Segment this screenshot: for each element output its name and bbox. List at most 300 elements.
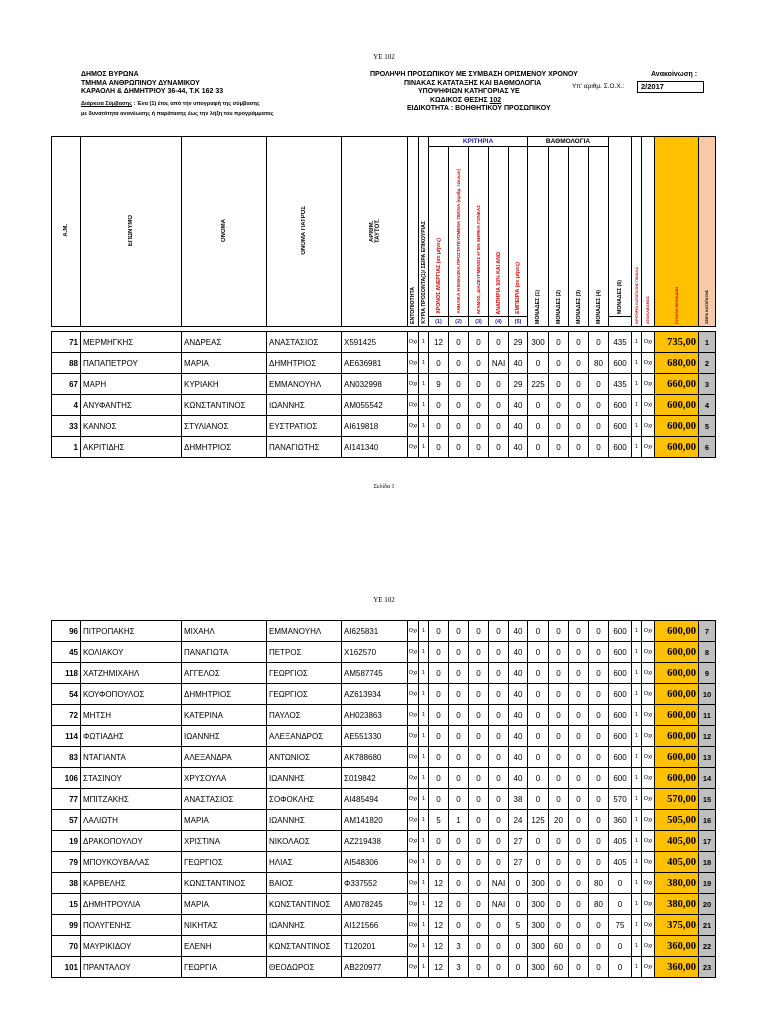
table-row	[52, 437, 716, 458]
cell-m2: 0	[549, 789, 569, 810]
cell-ky: 1	[419, 684, 429, 705]
cell-m4: 0	[589, 810, 609, 831]
cell-m4: 0	[589, 747, 609, 768]
cell-sum: 660,00	[655, 374, 699, 395]
cell-surname: ΜΕΡΜΗΓΚΗΣ	[81, 332, 182, 353]
cell-m4: 0	[589, 621, 609, 642]
cell-ap: Οχι	[642, 810, 655, 831]
cell-m3: 0	[569, 915, 589, 936]
col-m6: ΜΟΝΑΔΕΣ (6)	[609, 137, 632, 317]
cell-sum: 600,00	[655, 705, 699, 726]
col-crit3: ΑΓΑΜΟΣ, ΔΙΑΖΕΥΓΜΕΝΟΣ Η' ΕΝ ΧΗΡΕΙΑ ΓΟΝΕΑΣ	[469, 147, 489, 317]
cell-c2: 0	[449, 894, 469, 915]
cell-ap: Οχι	[642, 374, 655, 395]
cell-m3: 0	[569, 705, 589, 726]
cell-m6: 435	[609, 374, 632, 395]
cell-m1: 0	[528, 416, 549, 437]
cell-kr: 1	[632, 810, 642, 831]
cell-surname: ΔΗΜΗΤΡΟΥΛΙΑ	[81, 894, 182, 915]
cell-kr: 1	[632, 395, 642, 416]
cell-c5: 40	[509, 353, 528, 374]
cell-m1: 300	[528, 894, 549, 915]
cell-sum: 600,00	[655, 395, 699, 416]
cell-father: ΚΩΝΣΤΑΝΤΙΝΟΣ	[267, 894, 342, 915]
cell-c5: 40	[509, 621, 528, 642]
cell-m3: 0	[569, 810, 589, 831]
cell-c5: 0	[509, 873, 528, 894]
cell-ky: 1	[419, 810, 429, 831]
cell-ap: Οχι	[642, 416, 655, 437]
cell-m2: 0	[549, 642, 569, 663]
cell-rank: 8	[699, 642, 716, 663]
cell-c2: 0	[449, 831, 469, 852]
org-line-2: ΤΜΗΜΑ ΑΝΘΡΩΠΙΝΟΥ ΔΥΝΑΜΙΚΟΥ	[81, 79, 200, 87]
cell-c4: 0	[489, 684, 509, 705]
cell-m6: 0	[609, 894, 632, 915]
cell-c4: ΝΑΙ	[489, 353, 509, 374]
cell-kr: 1	[632, 642, 642, 663]
cell-m1: 0	[528, 642, 549, 663]
cell-am: 71	[52, 332, 81, 353]
cell-ky: 1	[419, 332, 429, 353]
cell-rank: 23	[699, 957, 716, 978]
cell-sum: 600,00	[655, 416, 699, 437]
cell-surname: ΚΟΛΙΑΚΟΥ	[81, 642, 182, 663]
cell-m2: 60	[549, 957, 569, 978]
cell-m6: 600	[609, 663, 632, 684]
cell-c1: 12	[429, 957, 449, 978]
cell-m6: 0	[609, 873, 632, 894]
cell-c5: 40	[509, 768, 528, 789]
cell-name: ΚΩΝΣΤΑΝΤΙΝΟΣ	[182, 395, 267, 416]
cell-c2: 0	[449, 852, 469, 873]
soch-label: Υπ' αριθμ. Σ.Ο.Χ.:	[572, 83, 625, 90]
cell-id: ΑΖ219438	[342, 831, 408, 852]
table-row	[52, 894, 716, 915]
cell-c1: 0	[429, 768, 449, 789]
table-row	[52, 726, 716, 747]
cell-ky: 1	[419, 353, 429, 374]
col-num-2: (2)	[449, 317, 469, 327]
cell-am: 118	[52, 663, 81, 684]
cell-m3: 0	[569, 663, 589, 684]
cell-ent: Οχι	[408, 663, 419, 684]
cell-c5: 40	[509, 642, 528, 663]
cell-ky: 1	[419, 957, 429, 978]
cell-c2: 0	[449, 726, 469, 747]
cell-id: ΑΕ551330	[342, 726, 408, 747]
table-row	[52, 374, 716, 395]
cell-c3: 0	[469, 642, 489, 663]
cell-m6: 0	[609, 957, 632, 978]
cell-rank: 4	[699, 395, 716, 416]
cell-c4: 0	[489, 332, 509, 353]
cell-id: ΑΙ548306	[342, 852, 408, 873]
contract-duration: Διάρκεια Σύμβασης : Ένα (1) έτος από την υπογραφή της σύμβασης	[81, 101, 260, 107]
cell-ap: Οχι	[642, 684, 655, 705]
cell-am: 83	[52, 747, 81, 768]
cell-m3: 0	[569, 747, 589, 768]
cell-c1: 9	[429, 374, 449, 395]
cell-name: ΜΑΡΙΑ	[182, 810, 267, 831]
cell-ap: Οχι	[642, 353, 655, 374]
cell-c1: 12	[429, 332, 449, 353]
cell-rank: 12	[699, 726, 716, 747]
cell-ent: Οχι	[408, 684, 419, 705]
cell-c1: 0	[429, 416, 449, 437]
cell-c1: 0	[429, 621, 449, 642]
cell-m2: 0	[549, 684, 569, 705]
cell-c5: 40	[509, 684, 528, 705]
cell-rank: 15	[699, 789, 716, 810]
table-row	[52, 332, 716, 353]
cell-c1: 0	[429, 353, 449, 374]
cell-c1: 0	[429, 852, 449, 873]
cell-m4: 0	[589, 957, 609, 978]
cell-c1: 12	[429, 915, 449, 936]
cell-m3: 0	[569, 437, 589, 458]
cell-am: 77	[52, 789, 81, 810]
cell-c4: 0	[489, 852, 509, 873]
cell-m3: 0	[569, 374, 589, 395]
cell-c3: 0	[469, 768, 489, 789]
cell-c1: 12	[429, 873, 449, 894]
cell-m3: 0	[569, 621, 589, 642]
col-rank: ΣΕΙΡΑ ΚΑΤΑΤΑΞΗΣ	[699, 137, 716, 327]
cell-name: ΣΤΥΛΙΑΝΟΣ	[182, 416, 267, 437]
cell-m4: 0	[589, 416, 609, 437]
cell-m4: 80	[589, 873, 609, 894]
cell-ap: Οχι	[642, 768, 655, 789]
col-sum: ΣΥΝΟΛΟ ΜΟΝΑΔΩΝ	[655, 137, 699, 327]
cell-m3: 0	[569, 957, 589, 978]
cell-ky: 1	[419, 936, 429, 957]
cell-id: ΑΜ055542	[342, 395, 408, 416]
cell-kr: 1	[632, 831, 642, 852]
cell-c5: 29	[509, 332, 528, 353]
cell-m6: 600	[609, 395, 632, 416]
cell-m2: 0	[549, 831, 569, 852]
cell-father: ΕΜΜΑΝΟΥΗΛ	[267, 621, 342, 642]
cell-c2: 3	[449, 936, 469, 957]
cell-kr: 1	[632, 936, 642, 957]
cell-m2: 20	[549, 810, 569, 831]
cell-m6: 405	[609, 852, 632, 873]
cell-father: ΠΑΝΑΓΙΩΤΗΣ	[267, 437, 342, 458]
cell-m4: 0	[589, 915, 609, 936]
cell-m1: 0	[528, 663, 549, 684]
cell-m3: 0	[569, 768, 589, 789]
soch-value-box: 2/2017	[637, 81, 704, 93]
cell-rank: 14	[699, 768, 716, 789]
table-row	[52, 852, 716, 873]
cell-c5: 29	[509, 374, 528, 395]
cell-ky: 1	[419, 789, 429, 810]
cell-id: Χ591425	[342, 332, 408, 353]
cell-m1: 0	[528, 705, 549, 726]
cell-m4: 0	[589, 374, 609, 395]
cell-ky: 1	[419, 416, 429, 437]
cell-sum: 380,00	[655, 873, 699, 894]
cell-surname: ΦΩΤΙΑΔΗΣ	[81, 726, 182, 747]
cell-ky: 1	[419, 642, 429, 663]
cell-ap: Οχι	[642, 726, 655, 747]
col-kritirio: ΚΡΙΤΗΡΙΟ ΚΑΤΑΤΑΞΗΣ ΠΙΝΑΚΑ	[632, 137, 642, 327]
cell-id: ΑΙ141340	[342, 437, 408, 458]
cell-ent: Οχι	[408, 416, 419, 437]
cell-id: ΑΜ587745	[342, 663, 408, 684]
cell-id: ΑΜ078245	[342, 894, 408, 915]
cell-surname: ΠΙΤΡΟΠΑΚΗΣ	[81, 621, 182, 642]
cell-c2: 0	[449, 353, 469, 374]
table-row	[52, 353, 716, 374]
cell-m4: 0	[589, 831, 609, 852]
cell-ent: Οχι	[408, 726, 419, 747]
table-row	[52, 621, 716, 642]
cell-ent: Οχι	[408, 374, 419, 395]
cell-m4: 80	[589, 894, 609, 915]
col-am: Α.Μ.	[52, 137, 81, 327]
cell-surname: ΜΗΤΣΗ	[81, 705, 182, 726]
cell-ent: Οχι	[408, 332, 419, 353]
cell-c5: 24	[509, 810, 528, 831]
cell-am: 33	[52, 416, 81, 437]
cell-id: Τ120201	[342, 936, 408, 957]
cell-ent: Οχι	[408, 395, 419, 416]
cell-c4: 0	[489, 936, 509, 957]
cell-c3: 0	[469, 957, 489, 978]
table-row	[52, 789, 716, 810]
cell-c5: 0	[509, 957, 528, 978]
cell-ky: 1	[419, 831, 429, 852]
cell-father: ΓΕΩΡΓΙΟΣ	[267, 684, 342, 705]
cell-id: Φ337552	[342, 873, 408, 894]
cell-m1: 300	[528, 915, 549, 936]
cell-m4: 0	[589, 642, 609, 663]
cell-am: 106	[52, 768, 81, 789]
cell-ent: Οχι	[408, 353, 419, 374]
cell-m3: 0	[569, 395, 589, 416]
cell-ky: 1	[419, 395, 429, 416]
cell-m6: 600	[609, 416, 632, 437]
cell-m4: 0	[589, 789, 609, 810]
cell-m2: 60	[549, 936, 569, 957]
cell-sum: 735,00	[655, 332, 699, 353]
cell-father: ΝΙΚΟΛΑΟΣ	[267, 831, 342, 852]
cell-am: 79	[52, 852, 81, 873]
cell-c1: 0	[429, 437, 449, 458]
cell-surname: ΠΡΑΝΤΑΛΟΥ	[81, 957, 182, 978]
col-num-4: (4)	[489, 317, 509, 327]
col-crit5: ΕΜΠΕΙΡΙΑ (σε μήνες)	[509, 147, 528, 317]
cell-name: ΧΡΥΣΟΥΛΑ	[182, 768, 267, 789]
table-row	[52, 831, 716, 852]
cell-m1: 225	[528, 374, 549, 395]
cell-m4: 0	[589, 437, 609, 458]
cell-id: ΑΙ485494	[342, 789, 408, 810]
cell-m4: 0	[589, 852, 609, 873]
cell-father: ΙΩΑΝΝΗΣ	[267, 915, 342, 936]
cell-c3: 0	[469, 831, 489, 852]
cell-c4: 0	[489, 726, 509, 747]
cell-m3: 0	[569, 894, 589, 915]
cell-m3: 0	[569, 852, 589, 873]
cell-m3: 0	[569, 332, 589, 353]
page-footer: Σελίδα 1	[373, 484, 395, 490]
title-line-5: ΕΙΔΙΚΟΤΗΤΑ : ΒΟΗΘΗΤΙΚΟΥ ΠΡΟΣΩΠΙΚΟΥ	[407, 105, 551, 112]
cell-c2: 0	[449, 374, 469, 395]
title-line-1: ΠΡΟΛΗΨΗ ΠΡΟΣΩΠΙΚΟΥ ΜΕ ΣΥΜΒΑΣΗ ΟΡΙΣΜΕΝΟΥ ΧΡΟΝΟΥ	[370, 71, 578, 78]
cell-sum: 600,00	[655, 747, 699, 768]
cell-c1: 0	[429, 831, 449, 852]
col-num-1: (1)	[429, 317, 449, 327]
cell-surname: ΚΟΥΦΟΠΟΥΛΟΣ	[81, 684, 182, 705]
cell-m2: 0	[549, 726, 569, 747]
cell-surname: ΚΑΡΒΕΛΗΣ	[81, 873, 182, 894]
cell-name: ΔΗΜΗΤΡΙΟΣ	[182, 684, 267, 705]
cell-name: ΑΛΕΞΑΝΔΡΑ	[182, 747, 267, 768]
cell-ent: Οχι	[408, 852, 419, 873]
cell-c3: 0	[469, 789, 489, 810]
cell-c4: 0	[489, 768, 509, 789]
cell-m2: 0	[549, 621, 569, 642]
table-row	[52, 705, 716, 726]
cell-id: ΑΜ141820	[342, 810, 408, 831]
cell-surname: ΚΑΝΝΟΣ	[81, 416, 182, 437]
cell-ap: Οχι	[642, 873, 655, 894]
cell-id: ΑΗ023863	[342, 705, 408, 726]
cell-ky: 1	[419, 873, 429, 894]
title-line-3: ΥΠΟΨΗΦΙΩΝ ΚΑΤΗΓΟΡΙΑΣ ΥΕ	[418, 88, 520, 95]
cell-c2: 1	[449, 810, 469, 831]
cell-father: ΘΕΟΔΩΡΟΣ	[267, 957, 342, 978]
cell-c3: 0	[469, 374, 489, 395]
cell-c1: 0	[429, 747, 449, 768]
cell-c2: 0	[449, 437, 469, 458]
cell-c2: 0	[449, 663, 469, 684]
cell-father: ΙΩΑΝΝΗΣ	[267, 768, 342, 789]
cell-c3: 0	[469, 747, 489, 768]
cell-rank: 1	[699, 332, 716, 353]
title-line-4: ΚΩΔΙΚΟΣ ΘΕΣΗΣ 102	[430, 96, 502, 104]
cell-ent: Οχι	[408, 810, 419, 831]
cell-rank: 6	[699, 437, 716, 458]
cell-c2: 0	[449, 705, 469, 726]
cell-m2: 0	[549, 374, 569, 395]
cell-am: 57	[52, 810, 81, 831]
cell-c4: 0	[489, 747, 509, 768]
cell-m6: 405	[609, 831, 632, 852]
col-id: ΑΡΙΘΜ. ΤΑΥΤΟΤ.	[342, 137, 408, 327]
cell-ap: Οχι	[642, 705, 655, 726]
cell-kr: 1	[632, 353, 642, 374]
cell-m1: 0	[528, 353, 549, 374]
cell-am: 1	[52, 437, 81, 458]
cell-surname: ΝΤΑΓΙΑΝΤΑ	[81, 747, 182, 768]
cell-m6: 600	[609, 747, 632, 768]
renewal-note: με δυνατότητα ανανέωσης ή παράτασης έως την λήξη του προγράμματος	[81, 111, 274, 117]
cell-c1: 0	[429, 684, 449, 705]
cell-ap: Οχι	[642, 831, 655, 852]
cell-c4: 0	[489, 663, 509, 684]
cell-m4: 0	[589, 726, 609, 747]
table-row	[52, 747, 716, 768]
cell-sum: 405,00	[655, 852, 699, 873]
cell-m4: 0	[589, 395, 609, 416]
cell-surname: ΧΑΤΖΗΜΙΧΑΗΛ	[81, 663, 182, 684]
cell-rank: 20	[699, 894, 716, 915]
table-row	[52, 957, 716, 978]
col-crit2: ΑΝΗΛΙΚΑ Η ΕΝΗΛΙΚΑ ΠΡΟΣΤΑΤΕΥΟΜΕΝΑ ΤΕΚΝΑ (αριθμ. τέκνων)	[449, 147, 469, 317]
cell-m2: 0	[549, 395, 569, 416]
cell-rank: 21	[699, 915, 716, 936]
cell-c3: 0	[469, 915, 489, 936]
cell-m6: 600	[609, 621, 632, 642]
cell-name: ΑΓΓΕΛΟΣ	[182, 663, 267, 684]
cell-m6: 600	[609, 726, 632, 747]
cell-sum: 600,00	[655, 726, 699, 747]
cell-id: ΑΖ613934	[342, 684, 408, 705]
col-apokleismos: ΑΠΟΚΛΕΙΣΜΟΣ	[642, 137, 655, 327]
cell-c3: 0	[469, 332, 489, 353]
cell-c4: 0	[489, 416, 509, 437]
cell-m1: 0	[528, 395, 549, 416]
cell-c1: 0	[429, 726, 449, 747]
org-line-1: ΔΗΜΟΣ ΒΥΡΩΝΑ	[81, 71, 139, 78]
cell-surname: ΜΑΥΡΙΚΙΔΟΥ	[81, 936, 182, 957]
cell-c1: 0	[429, 705, 449, 726]
cell-rank: 3	[699, 374, 716, 395]
cell-ap: Οχι	[642, 789, 655, 810]
cell-sum: 360,00	[655, 936, 699, 957]
col-kyria: ΚΥΡΙΑ ΠΡΟΣΟΝΤΑ(1)/ ΣΕΙΡΑ ΕΠΙΚΟΥΡΙΑΣ	[419, 137, 429, 327]
table-row	[52, 873, 716, 894]
cell-c4: 0	[489, 957, 509, 978]
cell-m1: 300	[528, 332, 549, 353]
cell-am: 88	[52, 353, 81, 374]
cell-m6: 435	[609, 332, 632, 353]
cell-m2: 0	[549, 873, 569, 894]
cell-id: ΑΝ032998	[342, 374, 408, 395]
cell-name: ΠΑΝΑΓΙΩΤΑ	[182, 642, 267, 663]
cell-m1: 0	[528, 831, 549, 852]
ranking-table-page-1	[51, 331, 716, 458]
table-row	[52, 810, 716, 831]
cell-m2: 0	[549, 747, 569, 768]
col-m6-foot	[609, 317, 632, 327]
cell-c3: 0	[469, 726, 489, 747]
cell-m1: 0	[528, 789, 549, 810]
col-m4: ΜΟΝΑΔΕΣ (4)	[589, 147, 609, 327]
cell-surname: ΛΑΛΙΩΤΗ	[81, 810, 182, 831]
cell-ent: Οχι	[408, 894, 419, 915]
cell-rank: 18	[699, 852, 716, 873]
cell-c5: 40	[509, 663, 528, 684]
cell-m3: 0	[569, 873, 589, 894]
cell-kr: 1	[632, 705, 642, 726]
cell-m2: 0	[549, 437, 569, 458]
cell-kr: 1	[632, 789, 642, 810]
cell-ky: 1	[419, 663, 429, 684]
cell-am: 4	[52, 395, 81, 416]
cell-name: ΑΝΔΡΕΑΣ	[182, 332, 267, 353]
cell-c1: 5	[429, 810, 449, 831]
cell-surname: ΣΤΑΣΙΝΟΥ	[81, 768, 182, 789]
cell-ent: Οχι	[408, 915, 419, 936]
table-row	[52, 416, 716, 437]
cell-name: ΓΕΩΡΓΙΟΣ	[182, 852, 267, 873]
col-surname: ΕΠΩΝΥΜΟ	[81, 137, 182, 327]
